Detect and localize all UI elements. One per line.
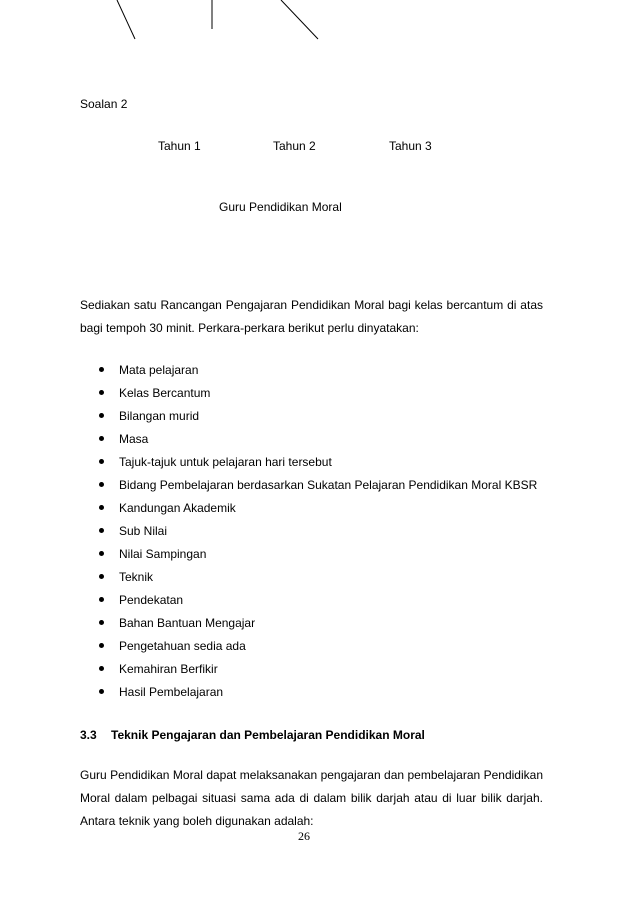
- bullet-icon: [99, 459, 104, 464]
- section-title: Teknik Pengajaran dan Pembelajaran Pendidikan Moral: [111, 728, 425, 742]
- body-line-1: Guru Pendidikan Moral dapat melaksanakan pengajaran dan pembelajaran Pendidikan: [80, 768, 543, 782]
- list-item: Bilangan murid: [96, 407, 537, 430]
- section-number: 3.3: [80, 728, 97, 742]
- list-item: Masa: [96, 430, 537, 453]
- list-item: Kelas Bercantum: [96, 384, 537, 407]
- bullet-icon: [99, 620, 104, 625]
- bullet-icon: [99, 367, 104, 372]
- list-item: Tajuk-tajuk untuk pelajaran hari tersebut: [96, 453, 537, 476]
- instruction-line-1: Sediakan satu Rancangan Pengajaran Pendidikan Moral bagi kelas bercantum di atas: [80, 298, 543, 312]
- requirements-list: [96, 361, 537, 706]
- list-item: Bidang Pembelajaran berdasarkan Sukatan Pelajaran Pendidikan Moral KBSR: [96, 476, 537, 499]
- list-item: Kandungan Akademik: [96, 499, 537, 522]
- list-item: Pengetahuan sedia ada: [96, 637, 537, 660]
- diagram-year-2: Tahun 2: [273, 139, 316, 153]
- list-item: Teknik: [96, 568, 537, 591]
- bullet-icon: [99, 666, 104, 671]
- bullet-icon: [99, 482, 104, 487]
- bullet-icon: [99, 390, 104, 395]
- body-line-3: Antara teknik yang boleh digunakan adalah:: [80, 814, 314, 828]
- list-item: Pendekatan: [96, 591, 537, 614]
- bullet-icon: [99, 597, 104, 602]
- body-line-2: Moral dalam pelbagai situasi sama ada di dalam bilik darjah atau di luar bilik darjah.: [80, 791, 543, 805]
- connector-line-left: [117, 0, 135, 39]
- diagram-connector-lines: [0, 0, 638, 60]
- bullet-icon: [99, 574, 104, 579]
- instruction-paragraph: [80, 294, 543, 340]
- list-item: Bahan Bantuan Mengajar: [96, 614, 537, 637]
- bullet-icon: [99, 528, 104, 533]
- section-heading: [80, 728, 425, 742]
- question-label: Soalan 2: [80, 97, 128, 111]
- diagram-year-1: Tahun 1: [158, 139, 201, 153]
- list-item: Sub Nilai: [96, 522, 537, 545]
- list-item: Hasil Pembelajaran: [96, 683, 537, 706]
- connector-line-right: [281, 0, 318, 39]
- page-number: 26: [298, 829, 310, 843]
- body-paragraph: [80, 764, 543, 833]
- bullet-icon: [99, 413, 104, 418]
- list-item: Nilai Sampingan: [96, 545, 537, 568]
- bullet-icon: [99, 689, 104, 694]
- diagram-teacher: Guru Pendidikan Moral: [219, 200, 342, 214]
- diagram-year-3: Tahun 3: [389, 139, 432, 153]
- list-item: Mata pelajaran: [96, 361, 537, 384]
- instruction-line-2: bagi tempoh 30 minit. Perkara-perkara berikut perlu dinyatakan:: [80, 321, 419, 335]
- bullet-icon: [99, 436, 104, 441]
- bullet-icon: [99, 643, 104, 648]
- bullet-icon: [99, 505, 104, 510]
- bullet-icon: [99, 551, 104, 556]
- list-item: Kemahiran Berfikir: [96, 660, 537, 683]
